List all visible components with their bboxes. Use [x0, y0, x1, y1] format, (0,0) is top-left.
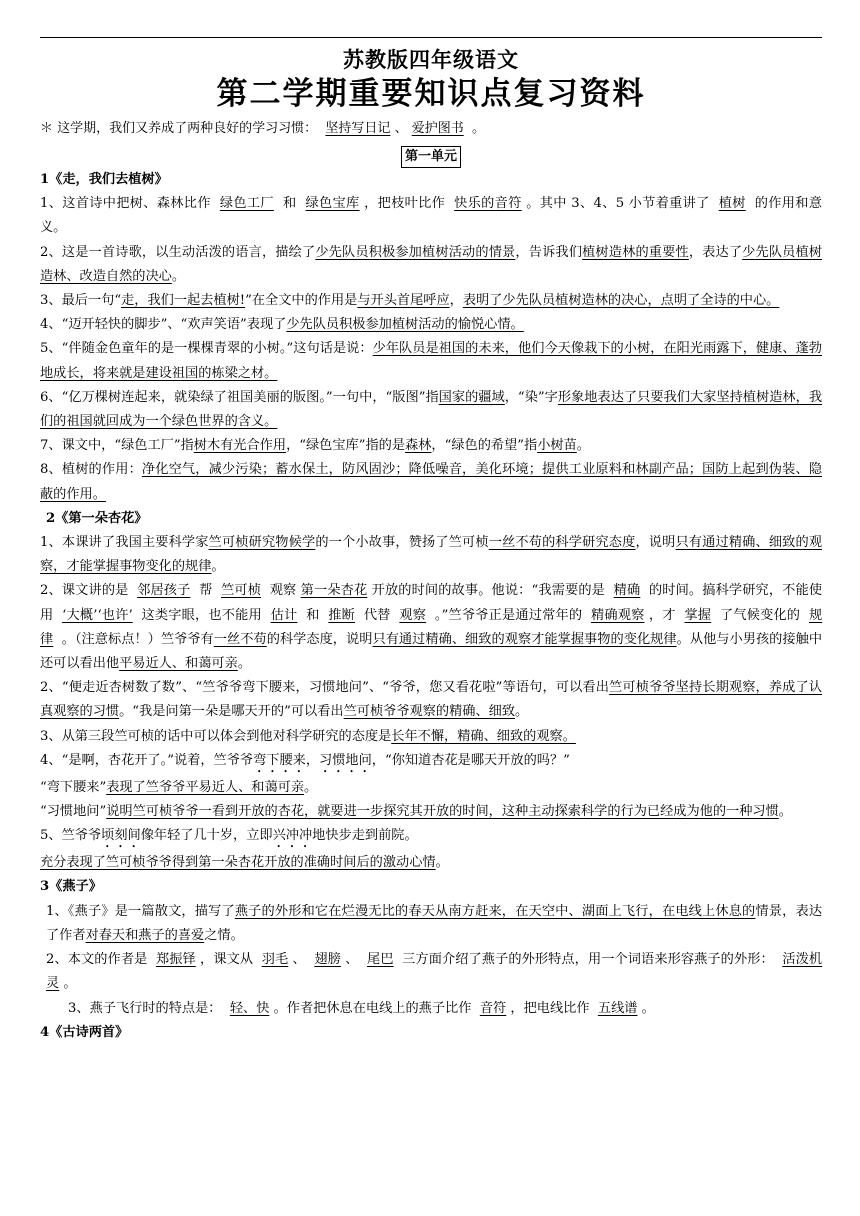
body-text: 2、“便走近杏树数了数”、“竺爷爷弯下腰来，习惯地问”、“爷爷，您又看花啦”等语句，可以看出 [40, 680, 610, 696]
lesson-1-item-2 [40, 241, 822, 289]
body-text: 。 [435, 855, 449, 871]
body-text: 1、本课讲了我国主要科学家 [40, 535, 209, 551]
answer-text: 少年队员是祖国的未来，他们今天像栽下的小树，在阳光雨露下，健康、蓬勃地成长，将来就是建设祖国的栋梁之材。 [40, 341, 822, 381]
answer-text: 燕子的外形和它在烂漫无比的春天从南方赶来，在天空中、湖面上飞行，在电线上休息的 [234, 903, 756, 919]
header-rule [40, 37, 822, 38]
answer-text: 国家的疆域 [438, 389, 505, 405]
lesson-1-item-5 [40, 337, 822, 385]
answer-text: 快乐的音符 [454, 196, 522, 212]
answer-text: 精确 [613, 583, 641, 599]
unit-heading-wrap [40, 145, 822, 168]
answer-text: 音符 [479, 1000, 507, 1016]
intro-end: 。 [472, 121, 486, 136]
body-text: 4、“是啊，杏花开了。”说着，竺爷爷 [40, 752, 254, 768]
intro-sep: 、 [394, 121, 408, 136]
lesson-1-item-8 [40, 458, 822, 506]
lesson-1-item-7 [40, 434, 822, 458]
answer-text: 植树造林的重要性 [582, 244, 689, 260]
body-text: 三方面介绍了燕子的外形特点，用一个词语来形容燕子的外形： [402, 952, 774, 968]
body-text: ， [449, 293, 463, 309]
body-text: 、 [345, 952, 359, 968]
answer-text: 小树苗 [537, 438, 577, 454]
answer-text: 推断 [328, 607, 356, 623]
lesson-2-item-2 [40, 579, 822, 676]
lesson-2-item-5 [40, 749, 822, 776]
answer-text: 规律 [40, 607, 823, 647]
lesson-3-item-1 [40, 900, 822, 948]
page-title: 第二学期重要知识点复习资料 [216, 76, 646, 112]
body-text: “习惯地问” [40, 804, 107, 820]
body-text: 2、本文的作者是 [46, 952, 148, 968]
intro-line [40, 119, 822, 139]
answer-text: 少先队员积极参加植树活动的情景 [315, 244, 516, 260]
body-text: 7、课文中，“绿色工厂”指 [40, 438, 194, 454]
body-text: ，“绿色宝库”指的是 [286, 438, 406, 454]
body-text: 4、“迈开轻快的脚步”、“欢声笑语”表现了 [40, 317, 287, 333]
body-text: ，课文从 [200, 952, 254, 968]
body-text: 。 [63, 976, 77, 992]
answer-text: 表现了竺爷爷平易近人、和蔼可亲 [106, 779, 305, 795]
body-text: 。”竺爷爷正是通过常年的 [434, 607, 583, 623]
lesson-2-item-6-note [40, 851, 822, 875]
body-text: 5、“伴随金色童年的是一棵棵青翠的小树。”这句话是说： [40, 341, 373, 357]
body-text: 。 [576, 438, 590, 454]
lesson-2-item-4 [40, 725, 822, 749]
body-text: 8、植树的作用： [40, 462, 142, 478]
intro-text: ＊ 这学期，我们又养成了两种良好的学习习惯： [40, 121, 318, 136]
answer-text: 表明了少先队员植树造林的决心，点明了全诗的中心。 [462, 293, 780, 309]
lesson-1-item-4 [40, 313, 822, 337]
body-text: 1、《燕子》是一篇散文，描写了 [46, 903, 235, 919]
body-text: 了气候变化的 [719, 607, 801, 623]
body-text: 地快步走到前院。 [312, 828, 418, 844]
answer-text: 精确观察 [591, 607, 645, 623]
body-text: ，“染”字 [504, 389, 558, 405]
answer-text: 轻、快 [229, 1000, 270, 1016]
body-text: 。（注意标点！）竺爷爷有 [61, 631, 214, 647]
body-text: 情景，表达了作者 [46, 903, 823, 943]
body-text: 之情。 [204, 927, 244, 943]
answer-text: 一丝不苟 [213, 631, 267, 647]
answer-text: 绿色宝库 [305, 196, 360, 212]
body-text: ，表达了 [688, 244, 743, 260]
body-text: 。 [304, 779, 318, 795]
body-text: 和 [306, 607, 320, 623]
body-text: 。其中 3、4、5 小节着重讲了 [526, 196, 710, 212]
body-text: 弯下腰来 [253, 752, 306, 768]
answer-text: 少先队员积极参加植树活动的愉悦心情。 [286, 317, 524, 333]
answer-text: 走，我们一起去植树! [121, 293, 246, 309]
body-text: 。从他与小男孩的接触中还可以看出他 [40, 631, 823, 672]
body-text: 和 [282, 196, 297, 212]
body-text: 的科学态度，说明 [266, 631, 373, 647]
body-text: ，把电线比作 [510, 1000, 590, 1016]
body-text: 习惯地问 [319, 752, 372, 768]
body-text: 。作者把休息在电线上的燕子比作 [273, 1000, 472, 1016]
body-text: 的一个小故事，赞扬了竺可桢 [315, 535, 489, 551]
body-text: 。 [641, 1000, 655, 1016]
answer-text: 森林 [405, 438, 432, 454]
answer-text: 只有通过精确、细致的观察才能掌握事物的变化规律 [372, 631, 677, 647]
answer-text: 形象地表达了只要我们大家坚持植树造林，我们的祖国就回成为一个绿色世界的含义。 [40, 389, 823, 430]
body-text: 的时间。搞科学研究，不能使用 [40, 583, 823, 623]
body-text: 这类字眼，也不能用 [141, 607, 262, 623]
body-text: 。 [171, 268, 186, 284]
answer-text: 长年不懈，精确、细致的观察。 [391, 728, 576, 744]
lesson-3-heading: 3《燕子》 [40, 879, 102, 895]
body-text: ，才 [648, 607, 676, 623]
body-text: 3、最后一句“ [40, 293, 122, 309]
body-text: 兴冲冲 [272, 828, 313, 844]
answer-text: 对春天和燕子的喜爱 [85, 927, 205, 943]
answer-text: 只有通过精确、细致的观察，才能掌握事物变化的规律 [40, 535, 823, 575]
answer-text: 竺可桢 [221, 583, 262, 599]
answer-text: 与开头首尾呼应 [357, 293, 450, 309]
answer-text: 羽毛 [261, 952, 289, 968]
body-text: 顷刻间 [101, 828, 141, 844]
answer-text: 少先队员植树造林、改造自然的决心 [40, 244, 823, 284]
answer-text: 尾巴 [367, 952, 394, 968]
lesson-2-item-5-note-1 [40, 776, 822, 800]
body-text: ”在全文中的作用是 [245, 293, 358, 309]
body-text: 。“我是问第一朵是哪天开的”可以看出 [119, 704, 344, 720]
body-text: 帮 [199, 583, 213, 599]
body-text: ，把枝叶比作 [364, 196, 446, 212]
document-body [40, 168, 822, 1045]
answer-text: 郑振铎 [155, 952, 196, 968]
body-text: 5、竺爷爷 [40, 828, 102, 844]
answer-text: 观察 [399, 607, 427, 623]
body-text: 3、燕子飞行时的特点是： [68, 1000, 222, 1016]
answer-text: 竺可桢爷爷坚持长期观察，养成了认真观察的习惯 [40, 680, 823, 720]
lesson-2-item-6 [40, 824, 822, 851]
unit-heading: 第一单元 [401, 146, 461, 168]
lesson-2-item-1 [40, 531, 822, 579]
lesson-2-item-5-note-2 [40, 800, 822, 824]
body-text: ，告诉我们 [515, 244, 583, 260]
answer-text: 竺可桢爷爷观察的精确、细致 [343, 704, 516, 720]
lesson-3-item-2 [40, 948, 822, 996]
body-text: 的作用和意义。 [40, 196, 823, 236]
body-text: 。 [515, 704, 529, 720]
body-text: ， [305, 752, 320, 768]
body-text: 、 [292, 952, 306, 968]
body-text: 3、从第三段竺可桢的话中可以体会到他对科学研究的态度是 [40, 728, 392, 744]
lesson-2-item-3 [40, 676, 822, 724]
answer-text: 平易近人、和蔼可亲 [119, 656, 238, 672]
lesson-3-item-3 [40, 997, 822, 1021]
body-text: 像年轻了几十岁，立即 [140, 828, 273, 844]
lesson-1-item-3 [40, 289, 822, 313]
body-text: 代替 [363, 607, 391, 623]
habit-1: 坚持写日记 [325, 121, 391, 136]
lesson-2-heading: 2《第一朵杏花》 [46, 510, 148, 526]
body-text: 开放的时间的故事。他说：“我需要的是 [371, 583, 605, 599]
body-text: 6、“亿万棵树连起来，就染绿了祖国美丽的版图。”一句中，“版图”指 [40, 389, 439, 405]
body-text: 1、这首诗中把树、森林比作 [40, 196, 211, 212]
lesson-4-heading: 4《古诗两首》 [40, 1024, 129, 1040]
body-text: “弯下腰来” [40, 779, 107, 795]
lesson-1-item-6 [40, 386, 822, 434]
answer-text: ‘大概’‘也许’ [62, 607, 133, 623]
body-text: 观察 [269, 583, 297, 599]
body-text: 2、课文讲的是 [40, 583, 129, 599]
body-text: ，说明 [635, 535, 676, 551]
answer-text: 活泼机灵 [46, 952, 823, 992]
lesson-1-heading: 1《走，我们去植树》 [40, 172, 168, 187]
answer-text: 树木有光合作用 [193, 438, 287, 454]
answer-text: 估计 [270, 607, 298, 623]
body-text: 2、这是一首诗歌，以生动活泼的语言，描绘了 [40, 244, 316, 260]
answer-text: 掌握 [684, 607, 712, 623]
body-text: 。 [237, 656, 251, 672]
answer-text: 一丝不苟的科学研究态度 [488, 535, 636, 551]
body-text: ，“绿色的希望”指 [431, 438, 538, 454]
body-text: ，“你知道杏花是哪天开放的吗？” [371, 752, 570, 768]
answer-text: 说明竺可桢爷爷一看到开放的杏花，就要进一步探究其开放的时间，这种主动探索科学的行为已经成为他的一种习惯 [106, 804, 779, 820]
habit-2: 爱护图书 [411, 121, 464, 136]
body-text: 。 [211, 559, 225, 575]
answer-text: 绿色工厂 [219, 196, 274, 212]
answer-text: 五线谱 [597, 1000, 638, 1016]
title-line-1: 苏教版四年级语文 [343, 47, 519, 72]
lesson-1-item-1 [40, 192, 822, 240]
answer-text: 翅膀 [314, 952, 341, 968]
answer-text: 净化空气，减少污染；蓄水保土，防风固沙；降低噪音，美化环境；提供工业原料和林副产品；国防上起到伪装、隐蔽的作用。 [40, 462, 823, 502]
answer-text: 竺可桢研究物候学 [208, 535, 316, 551]
answer-text: 邻居孩子 [137, 583, 191, 599]
body-text: 。 [778, 804, 792, 820]
answer-text: 充分表现了竺可桢爷爷得到第一朵杏花开放的准确时间后的激动心情 [40, 855, 436, 871]
answer-text: 植树 [718, 196, 746, 212]
answer-text: 第一朵杏花 [300, 583, 368, 599]
